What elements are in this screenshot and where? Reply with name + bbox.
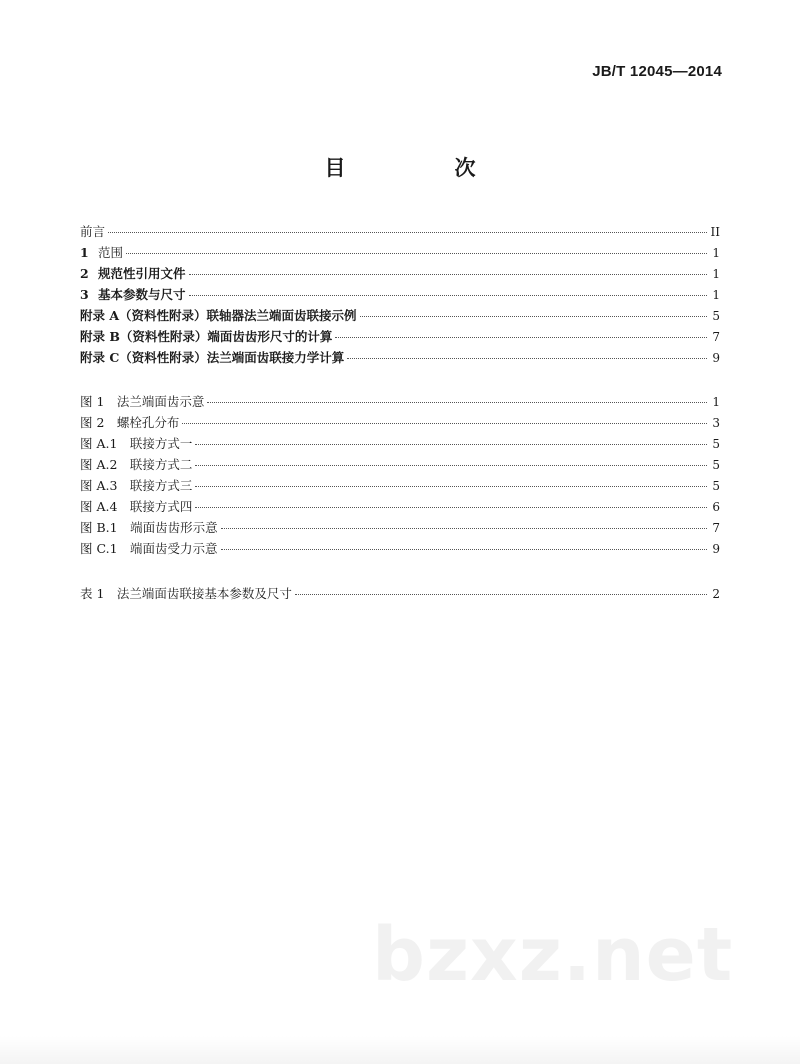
toc-leader-dots xyxy=(126,253,707,254)
toc-entry-label: 附录 A（资料性附录）联轴器法兰端面齿联接示例 xyxy=(80,308,357,323)
toc-leader-dots xyxy=(108,232,707,233)
toc-leader-dots xyxy=(347,358,707,359)
toc-entry[interactable] xyxy=(80,412,720,433)
toc-entry[interactable] xyxy=(80,583,720,604)
toc-entry-page: 5 xyxy=(712,437,720,451)
toc-entry-label: 范围 xyxy=(98,245,124,260)
toc-entry-label: 表 1 法兰端面齿联接基本参数及尺寸 xyxy=(80,586,292,601)
toc-leader-dots xyxy=(207,402,707,403)
toc-entry[interactable] xyxy=(80,305,720,326)
toc-entry-page: 1 xyxy=(712,246,720,260)
toc-leader-dots xyxy=(195,507,707,508)
watermark: bzxz.net xyxy=(372,912,734,998)
toc-leader-dots xyxy=(360,316,707,317)
toc-tables xyxy=(80,583,720,604)
toc-entry-label: 前言 xyxy=(80,224,106,239)
toc-entry-label: 图 A.2 联接方式二 xyxy=(80,457,193,472)
toc-entry[interactable] xyxy=(80,263,720,284)
toc-entry[interactable] xyxy=(80,517,720,538)
toc-entry[interactable] xyxy=(80,221,720,242)
toc-leader-dots xyxy=(221,549,707,550)
toc-entry[interactable] xyxy=(80,496,720,517)
toc-entry-label: 基本参数与尺寸 xyxy=(98,287,186,302)
toc-leader-dots xyxy=(182,423,707,424)
toc-entry-page: 2 xyxy=(712,587,720,601)
toc-entry[interactable] xyxy=(80,475,720,496)
toc-entry[interactable] xyxy=(80,433,720,454)
toc-entry-number: 2 xyxy=(80,266,89,281)
toc-entry-label: 图 1 法兰端面齿示意 xyxy=(80,394,205,409)
toc-entry-label: 图 A.1 联接方式一 xyxy=(80,436,193,451)
toc-entry-page: 3 xyxy=(712,416,720,430)
toc-entry-label: 规范性引用文件 xyxy=(98,266,186,281)
toc-leader-dots xyxy=(189,295,707,296)
toc-entry-label: 图 2 螺栓孔分布 xyxy=(80,415,180,430)
toc-entry[interactable] xyxy=(80,284,720,305)
toc-entry-page: 5 xyxy=(712,458,720,472)
toc-entry-label: 图 B.1 端面齿齿形示意 xyxy=(80,520,218,535)
standard-number: JB/T 12045—2014 xyxy=(592,63,722,80)
toc-entry-number: 3 xyxy=(80,287,89,302)
toc-title: 目 次 xyxy=(324,156,520,180)
toc-entry-page: 1 xyxy=(712,395,720,409)
toc-entry-page: 5 xyxy=(712,309,720,323)
toc-entry[interactable] xyxy=(80,538,720,559)
toc-leader-dots xyxy=(335,337,707,338)
toc-leader-dots xyxy=(295,594,707,595)
toc-leader-dots xyxy=(189,274,707,275)
toc-entry-label: 图 A.3 联接方式三 xyxy=(80,478,193,493)
toc-figures xyxy=(80,391,720,559)
toc-entry[interactable] xyxy=(80,347,720,368)
toc-entry-page: 1 xyxy=(712,267,720,281)
toc-entry[interactable] xyxy=(80,242,720,263)
toc-leader-dots xyxy=(195,444,707,445)
toc-entry-page: 7 xyxy=(712,330,720,344)
page-bottom-edge xyxy=(0,1036,800,1064)
toc-entry-page: 5 xyxy=(712,479,720,493)
toc-entry-page: 6 xyxy=(712,500,720,514)
toc-entry-number: 1 xyxy=(80,245,89,260)
toc-entry-label: 图 C.1 端面齿受力示意 xyxy=(80,541,218,556)
toc-entry-page: 7 xyxy=(712,521,720,535)
toc-entry-page: 1 xyxy=(712,288,720,302)
toc-entry-label: 图 A.4 联接方式四 xyxy=(80,499,193,514)
toc-leader-dots xyxy=(195,486,707,487)
toc-entry-page: 9 xyxy=(712,351,720,365)
toc-leader-dots xyxy=(195,465,707,466)
toc-sections xyxy=(80,221,720,368)
toc-leader-dots xyxy=(221,528,707,529)
toc-entry[interactable] xyxy=(80,391,720,412)
toc-entry-page: 9 xyxy=(712,542,720,556)
toc-entry-label: 附录 C（资料性附录）法兰端面齿联接力学计算 xyxy=(80,350,345,365)
toc-entry-label: 附录 B（资料性附录）端面齿齿形尺寸的计算 xyxy=(80,329,333,344)
toc-entry[interactable] xyxy=(80,326,720,347)
toc-entry-page: II xyxy=(710,225,720,239)
toc-entry[interactable] xyxy=(80,454,720,475)
